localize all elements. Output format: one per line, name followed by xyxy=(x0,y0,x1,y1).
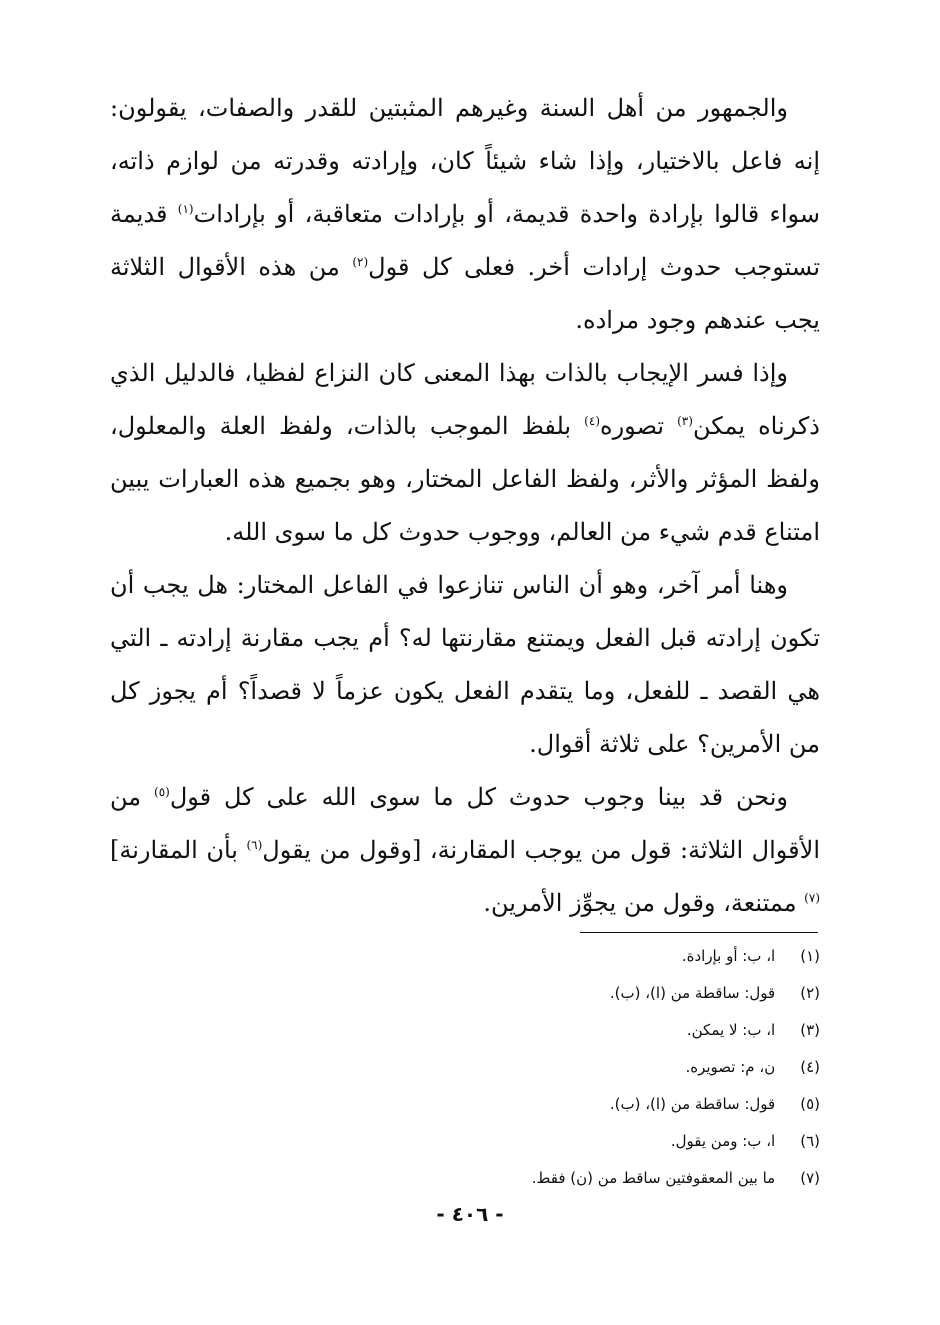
footnote-text: قول: ساقطة من (ا)، (ب). xyxy=(609,1095,776,1113)
page-number: - ٤٠٦ - xyxy=(436,1202,504,1226)
footnotes xyxy=(300,938,820,1197)
paragraph-1-text-b: قديمة تستوجب حدوث إرادات أخر. فعلى كل قول xyxy=(110,200,820,281)
footnote-number: (٦) xyxy=(800,1132,820,1150)
paragraph-2 xyxy=(110,347,820,559)
paragraph-3 xyxy=(110,559,820,771)
footnote-marker-3: (٣) xyxy=(677,414,693,428)
footnote-marker-5: (٥) xyxy=(154,785,170,799)
footnote-2 xyxy=(300,975,820,1012)
footnote-marker-4: (٤) xyxy=(584,414,600,428)
footnote-number: (١) xyxy=(800,947,820,965)
footnote-1 xyxy=(300,938,820,975)
paragraph-3-text: وهنا أمر آخر، وهو أن الناس تنازعوا في الفاعل المختار: هل يجب أن تكون إرادته قبل الفعل ويمتنع مقارنتها له؟ أم يجب مقارنة إرادته ـ التي هي القصد ـ للفعل، وما يتقدم الفعل يكون عزماً لا قصداً؟ أم يجوز كل من الأمرين؟ على ثلاثة أقوال. xyxy=(110,571,820,758)
footnote-text: ا، ب: لا يمكن. xyxy=(686,1021,776,1039)
footnote-number: (٣) xyxy=(800,1021,820,1039)
footnote-5 xyxy=(300,1086,820,1123)
paragraph-1-text-c: من هذه الأقوال الثلاثة يجب عندهم وجود مراده. xyxy=(110,253,820,334)
footnote-text: ا، ب: ومن يقول. xyxy=(670,1132,776,1150)
footnote-number: (٢) xyxy=(800,984,820,1002)
paragraph-1 xyxy=(110,82,820,347)
paragraph-2-text-c: بلفظ الموجب بالذات، ولفظ العلة والمعلول، ولفظ المؤثر والأثر، ولفظ الفاعل المختار، وهو بجميع هذه العبارات يبين امتناع قدم شيء من العالم، ووجوب حدوث كل ما سوى الله. xyxy=(110,412,820,546)
footnote-marker-2: (٢) xyxy=(352,255,369,269)
paragraph-1-text-a: والجمهور من أهل السنة وغيرهم المثبتين للقدر والصفات، يقولون: إنه فاعل بالاختيار، وإذا شاء شيئاً كان، وإرادته وقدرته من لوازم ذاته، سواء قالوا بإرادة واحدة قديمة، أو بإرادات متعاقبة، أو بإرادات xyxy=(110,94,821,228)
paragraph-4-text-d: ممتنعة، وقول من يجوِّز الأمرين. xyxy=(483,889,805,917)
paragraph-4-text-c: بأن المقارنة] xyxy=(110,836,247,864)
footnote-marker-1: (١) xyxy=(177,202,194,216)
paragraph-4 xyxy=(110,771,820,930)
footnote-7 xyxy=(300,1160,820,1197)
paragraph-4-text-b: من الأقوال الثلاثة: قول من يوجب المقارنة، [وقول من يقول xyxy=(110,783,821,864)
footnote-number: (٤) xyxy=(800,1058,820,1076)
footnote-text: ن، م: تصويره. xyxy=(685,1058,776,1076)
footnote-6 xyxy=(300,1123,820,1160)
main-text xyxy=(110,82,820,930)
paragraph-2-text-b: تصوره xyxy=(600,412,678,440)
footnote-text: ما بين المعقوفتين ساقط من (ن) فقط. xyxy=(531,1169,776,1187)
footnote-text: ا، ب: أو بإرادة. xyxy=(681,947,776,965)
footnote-number: (٧) xyxy=(800,1169,820,1187)
footnote-marker-6: (٦) xyxy=(246,838,263,852)
footnote-marker-7: (٧) xyxy=(804,891,820,905)
footnote-number: (٥) xyxy=(800,1095,820,1113)
paragraph-4-text-a: ونحن قد بينا وجوب حدوث كل ما سوى الله على كل قول xyxy=(169,783,788,811)
footnote-text: قول: ساقطة من (ا)، (ب). xyxy=(609,984,776,1002)
footnote-3 xyxy=(300,1012,820,1049)
paragraph-2-text-a: وإذا فسر الإيجاب بالذات بهذا المعنى كان النزاع لفظيا، فالدليل الذي ذكرناه يمكن xyxy=(110,359,820,440)
footnote-4 xyxy=(300,1049,820,1086)
footnote-separator xyxy=(580,932,818,933)
